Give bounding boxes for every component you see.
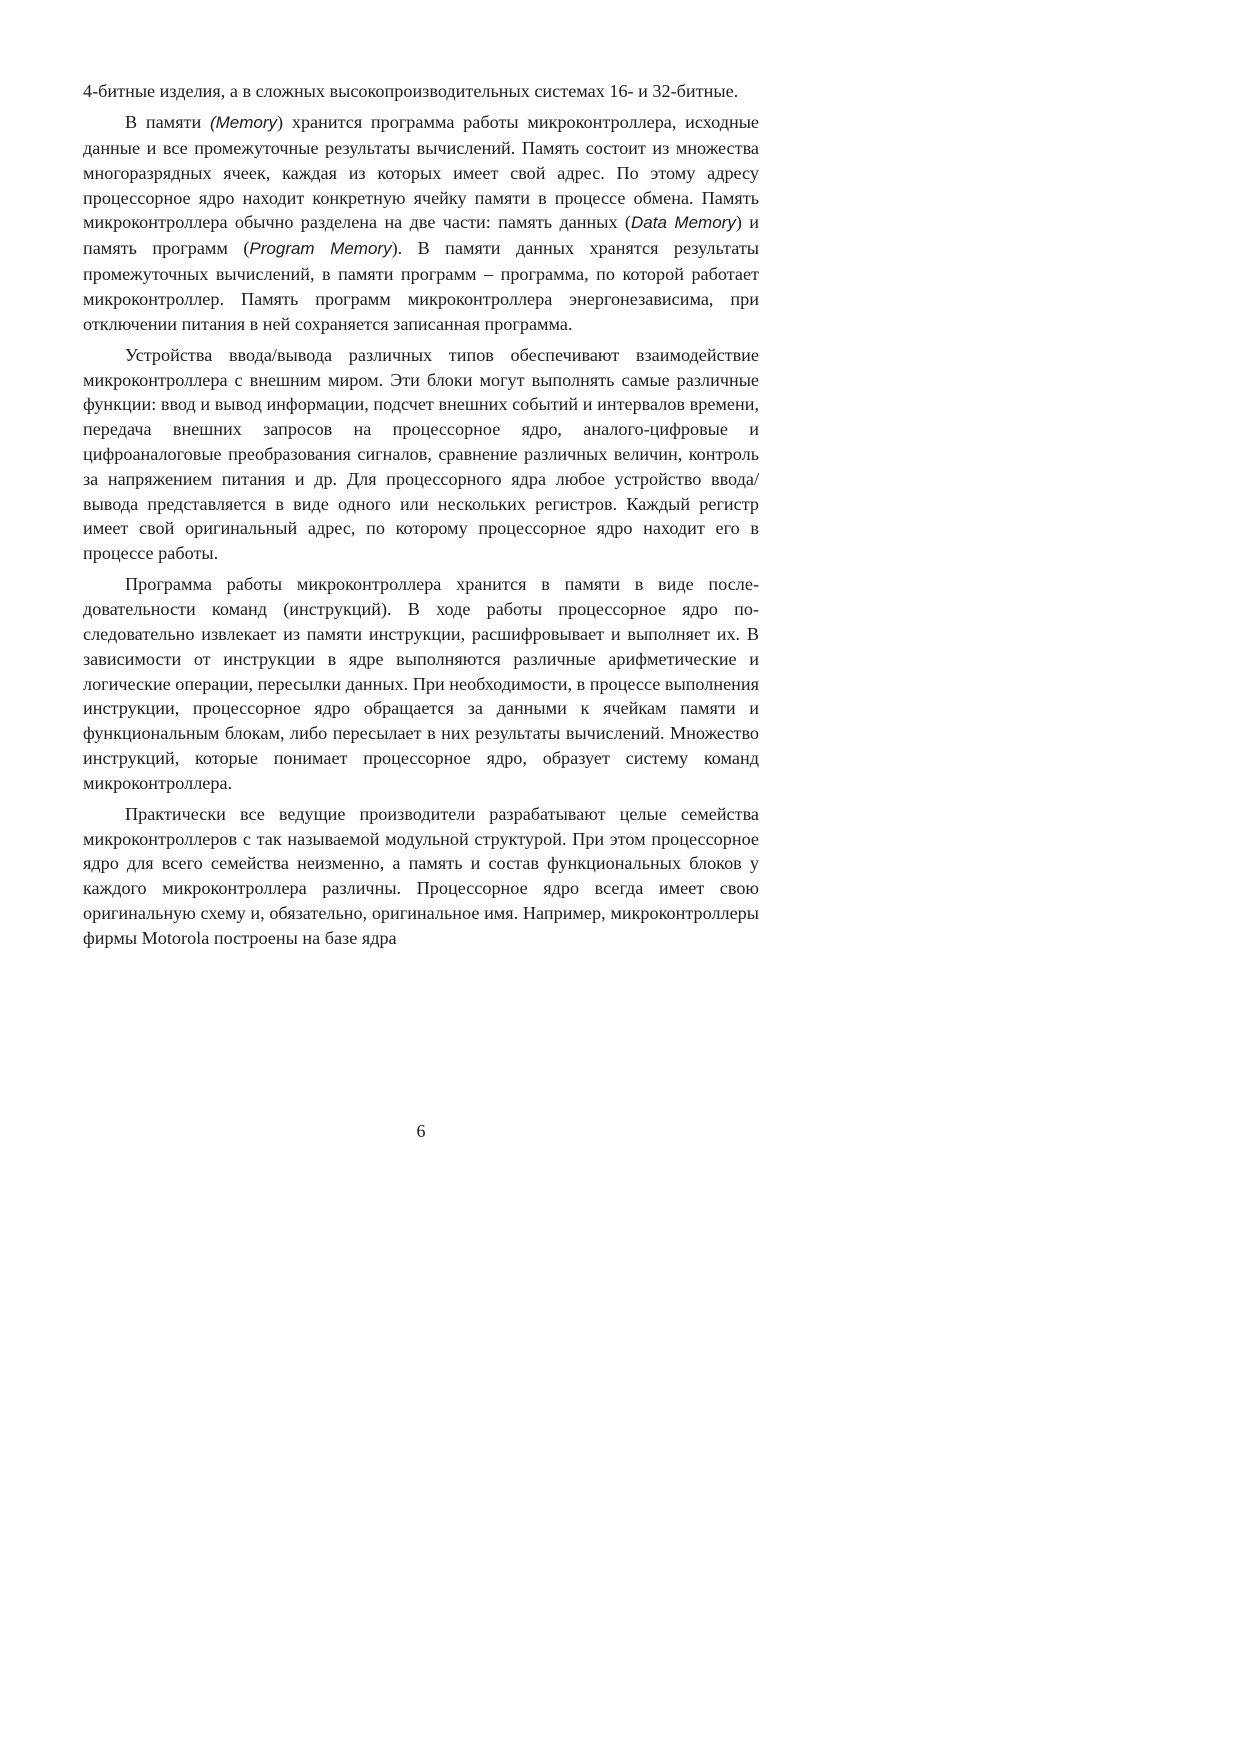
- paragraph: [83, 110, 759, 336]
- paragraph-text: Программа работы микроконтроллера хранится в памяти в виде последовательности команд (инструкций). В ходе работы процессорное ядро последовательно извлекает из памяти инструкции, расшифровывает и выполняет их. В зависимости от инструкции в ядре выполняются различные арифметические и логические операции, пересылки данных. При необходимости, в процессе выполнения инструкции, процессорное ядро обращается за данными к ячейкам памяти и функциональным блокам, либо пересылает в них результаты вычислений. Множество инструкций, которые понимает процессорное ядро, образует систему команд микроконтроллера.: [83, 574, 760, 793]
- paragraph: [83, 343, 759, 566]
- paragraph-text: ). В памяти данных хранятся результаты промежуточных вычислений, в памяти программ – программа, по которой работает микроконтроллер. Память программ микроконтроллера энергонезависима, при отключении питания в ней сохраняется записанная программа.: [83, 238, 759, 334]
- paragraph-text: Устройства ввода/вывода различных типов обеспечивают взаимодействие микроконтроллера с внешним миром. Эти блоки могут выполнять самые различные функции: ввод и вывод информации, подсчет внешних событий и интервалов времени, передача внешних запросов на процессорное ядро, аналого-цифровые и цифроаналоговые преобразования сигналов, сравнение различных величин, контроль за напряжением питания и др. Для процессорного ядра любое устройство ввода/вывода представляется в виде одного или нескольких регистров. Каждый регистр имеет свой оригинальный адрес, по которому процессорное ядро находит его в процессе работы.: [83, 344, 759, 564]
- paragraph: [83, 572, 759, 795]
- paragraph-text: В памяти: [125, 112, 210, 133]
- english-term: (Memory: [209, 113, 278, 133]
- english-term: Program Memory: [249, 239, 392, 259]
- paragraph-text: ) и память программ (: [83, 212, 759, 259]
- paragraph: [83, 802, 759, 951]
- paragraph-text: ) хранится программа работы микроконтроллера, исходные данные и все промежуточные результаты вычислений. Память состоит из множества многоразрядных ячеек, каждая из которых имеет свой адрес. По этому адресу процессорное ядро находит конкретную ячейку памяти в процессе обмена. Память микроконтроллера обычно разделена на две части: память данных (: [83, 112, 759, 233]
- english-term: Data Memory: [630, 213, 736, 233]
- page-number: 6: [416, 1121, 426, 1141]
- paragraph: [83, 79, 759, 104]
- body-text: [83, 79, 759, 957]
- paragraph-text: 4-битные изделия, а в сложных высокопроизводительных системах 16- и 32-битные.: [83, 81, 739, 101]
- paragraph-text: Практически все ведущие производители разрабатывают целые семейства микроконтроллеров с так называемой модульной структурой. При этом процессорное ядро для всего семейства неизменно, а память и состав функциональных блоков у каждого микроконтроллера различны. Процессорное ядро всегда имеет свою оригинальную схему и, обязательно, оригинальное имя. Например, микроконтроллеры фирмы Motorola построены на базе ядра: [83, 803, 759, 948]
